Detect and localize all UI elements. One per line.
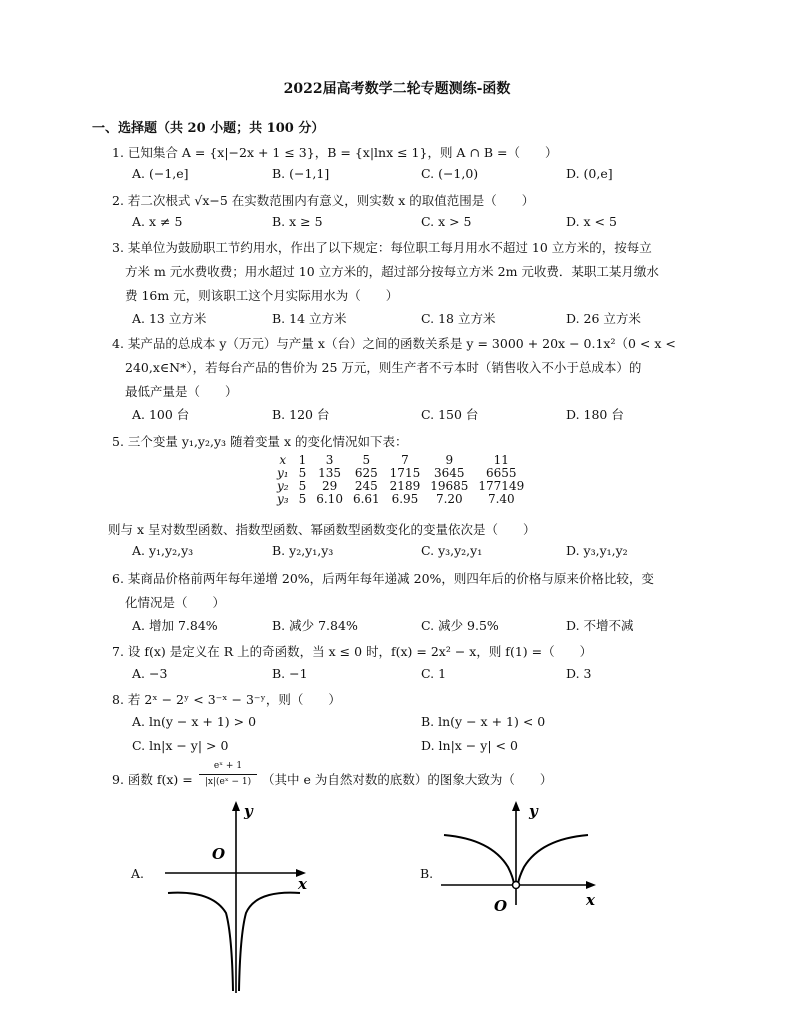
fig-b-label: B. — [420, 866, 434, 881]
q1-option-c: C. (−1,0) — [421, 166, 479, 181]
q9-fraction-numerator: eˣ + 1 — [213, 761, 243, 771]
question-3-line-3: 费 16m 元，则该职工这个月实际用水为（ ） — [125, 288, 399, 303]
q3-option-c: C. 18 立方米 — [421, 311, 496, 326]
graph-a — [150, 795, 320, 1000]
q1-option-d: D. (0,e] — [566, 166, 613, 181]
table-cell: 1715 — [389, 466, 421, 480]
table-cell: 135 — [318, 466, 342, 480]
table-cell: x — [279, 453, 287, 467]
q5-option-a: A. y₁,y₂,y₃ — [132, 543, 194, 558]
table-cell: 625 — [354, 466, 378, 480]
page-title: 2022届高考数学二轮专题测练-函数 — [283, 81, 511, 97]
table-cell: 7 — [401, 453, 409, 467]
q9-fraction-bar — [199, 774, 257, 775]
q3-option-b: B. 14 立方米 — [272, 311, 347, 326]
graph-b-origin-label: O — [494, 897, 508, 915]
table-cell: 9 — [445, 453, 454, 467]
q8-option-b: B. ln(y − x + 1) < 0 — [421, 714, 546, 729]
table-cell: 5 — [362, 453, 371, 467]
question-4-line-3: 最低产量是（ ） — [125, 384, 238, 399]
table-cell: 29 — [321, 479, 338, 493]
table-cell: 7.20 — [435, 492, 463, 506]
question-5-stem: 5. 三个变量 y₁,y₂,y₃ 随着变量 x 的变化情况如下表： — [112, 434, 408, 449]
graph-a-y-arrow — [232, 801, 240, 811]
table-cell: 5 — [298, 492, 307, 506]
table-cell: y₁ — [277, 466, 289, 480]
table-cell: 177149 — [478, 479, 525, 493]
question-3-line-2: 方米 m 元水费收费；用水超过 10 立方米的，超过部分按每立方米 2m 元收费．某职工某月缴水 — [125, 264, 659, 279]
q8-option-d: D. ln|x − y| < 0 — [421, 738, 518, 753]
q2-option-c: C. x > 5 — [421, 214, 472, 229]
q6-option-c: C. 减少 9.5% — [421, 618, 499, 633]
question-9-suffix: （其中 e 为自然对数的底数）的图象大致为（ ） — [262, 772, 553, 787]
graph-b-y-arrow — [512, 801, 520, 811]
question-4-line-2: 240,x∈N*），若每台产品的售价为 25 万元，则生产者不亏本时（销售收入不小于总成本）的 — [125, 360, 642, 375]
q4-option-d: D. 180 台 — [566, 407, 624, 422]
q6-option-d: D. 不增不减 — [566, 618, 634, 633]
graph-b-left-curve — [444, 835, 514, 884]
question-6-line-1: 6. 某商品价格前两年每年递增 20%，后两年每年递减 20%，则四年后的价格与原来价格比较，变 — [112, 571, 654, 586]
q2-option-d: D. x < 5 — [566, 214, 617, 229]
graph-a-y-label: y — [244, 802, 253, 820]
question-3-line-1: 3. 某单位为鼓励职工节约用水，作出了以下规定：每位职工每月用水不超过 10 立方米的，按每立 — [112, 240, 652, 255]
table-cell: 245 — [354, 479, 378, 493]
table-cell: 3645 — [434, 466, 465, 480]
table-cell: 1 — [298, 453, 307, 467]
table-cell: 6.10 — [316, 492, 343, 506]
question-4-line-1: 4. 某产品的总成本 y（万元）与产量 x（台）之间的函数关系是 y = 3000 + 20x − 0.1x²（0 < x < — [112, 336, 676, 351]
q4-option-b: B. 120 台 — [272, 407, 330, 422]
table-cell: 5 — [298, 479, 307, 493]
table-cell: y₂ — [277, 479, 289, 493]
table-cell: y₃ — [277, 492, 289, 506]
q5-option-b: B. y₂,y₁,y₃ — [272, 543, 334, 558]
q8-option-c: C. ln|x − y| > 0 — [132, 738, 229, 753]
question-5-ask: 则与 x 呈对数型函数、指数型函数、幂函数型函数变化的变量依次是（ ） — [108, 522, 536, 537]
q9-fraction-denominator: |x|(eˣ − 1) — [204, 777, 252, 787]
section-heading: 一、选择题（共 20 小题；共 100 分） — [92, 121, 325, 136]
graph-b-right-curve — [518, 835, 588, 884]
table-cell: 11 — [493, 453, 509, 467]
graph-a-x-label: x — [298, 875, 307, 893]
table-cell: 6.61 — [352, 492, 380, 506]
q8-option-a: A. ln(y − x + 1) > 0 — [132, 714, 257, 729]
q5-option-d: D. y₃,y₁,y₂ — [566, 543, 628, 558]
q7-option-a: A. −3 — [132, 666, 168, 681]
question-6-line-2: 化情况是（ ） — [125, 595, 226, 610]
graph-a-right-curve — [239, 893, 300, 991]
q2-option-a: A. x ≠ 5 — [132, 214, 183, 229]
question-2-stem: 2. 若二次根式 √x−5 在实数范围内有意义，则实数 x 的取值范围是（ ） — [112, 193, 535, 208]
graph-b-x-label: x — [586, 891, 595, 909]
table-cell: 6655 — [486, 466, 517, 480]
table-cell: 2189 — [389, 479, 421, 493]
table-cell: 19685 — [430, 479, 469, 493]
q2-option-b: B. x ≥ 5 — [272, 214, 323, 229]
question-1-stem: 1. 已知集合 A = {x|−2x + 1 ≤ 3}，B = {x|lnx ≤ 1}，则 A ∩ B =（ ） — [112, 145, 558, 160]
graph-b-open-point — [513, 882, 520, 889]
question-8-stem: 8. 若 2ˣ − 2ʸ < 3⁻ˣ − 3⁻ʸ，则（ ） — [112, 692, 341, 707]
fig-a-label: A. — [131, 866, 145, 881]
q1-option-a: A. (−1,e] — [132, 166, 189, 181]
table-cell: 6.95 — [391, 492, 419, 506]
q3-option-a: A. 13 立方米 — [132, 311, 207, 326]
q7-option-b: B. −1 — [272, 666, 308, 681]
table-cell: 7.40 — [487, 492, 515, 506]
q3-option-d: D. 26 立方米 — [566, 311, 641, 326]
graph-b-y-label: y — [529, 802, 538, 820]
q4-option-a: A. 100 台 — [132, 407, 190, 422]
q6-option-b: B. 减少 7.84% — [272, 618, 358, 633]
data-table — [272, 454, 529, 506]
q7-option-c: C. 1 — [421, 666, 447, 681]
question-7-stem: 7. 设 f(x) 是定义在 R 上的奇函数，当 x ≤ 0 时，f(x) = 2x² − x，则 f(1) =（ ） — [112, 644, 593, 659]
graph-b — [436, 795, 606, 925]
q7-option-d: D. 3 — [566, 666, 592, 681]
graph-b-x-arrow — [586, 881, 596, 889]
q5-option-c: C. y₃,y₂,y₁ — [421, 543, 483, 558]
table-row — [272, 493, 529, 506]
question-9-prefix: 9. 函数 f(x) = — [112, 772, 193, 787]
q6-option-a: A. 增加 7.84% — [132, 618, 218, 633]
table-cell: 3 — [325, 453, 334, 467]
q1-option-b: B. (−1,1] — [272, 166, 330, 181]
table-cell: 5 — [298, 466, 307, 480]
graph-a-origin-label: O — [212, 845, 226, 863]
graph-a-left-curve — [168, 893, 233, 991]
q4-option-c: C. 150 台 — [421, 407, 479, 422]
